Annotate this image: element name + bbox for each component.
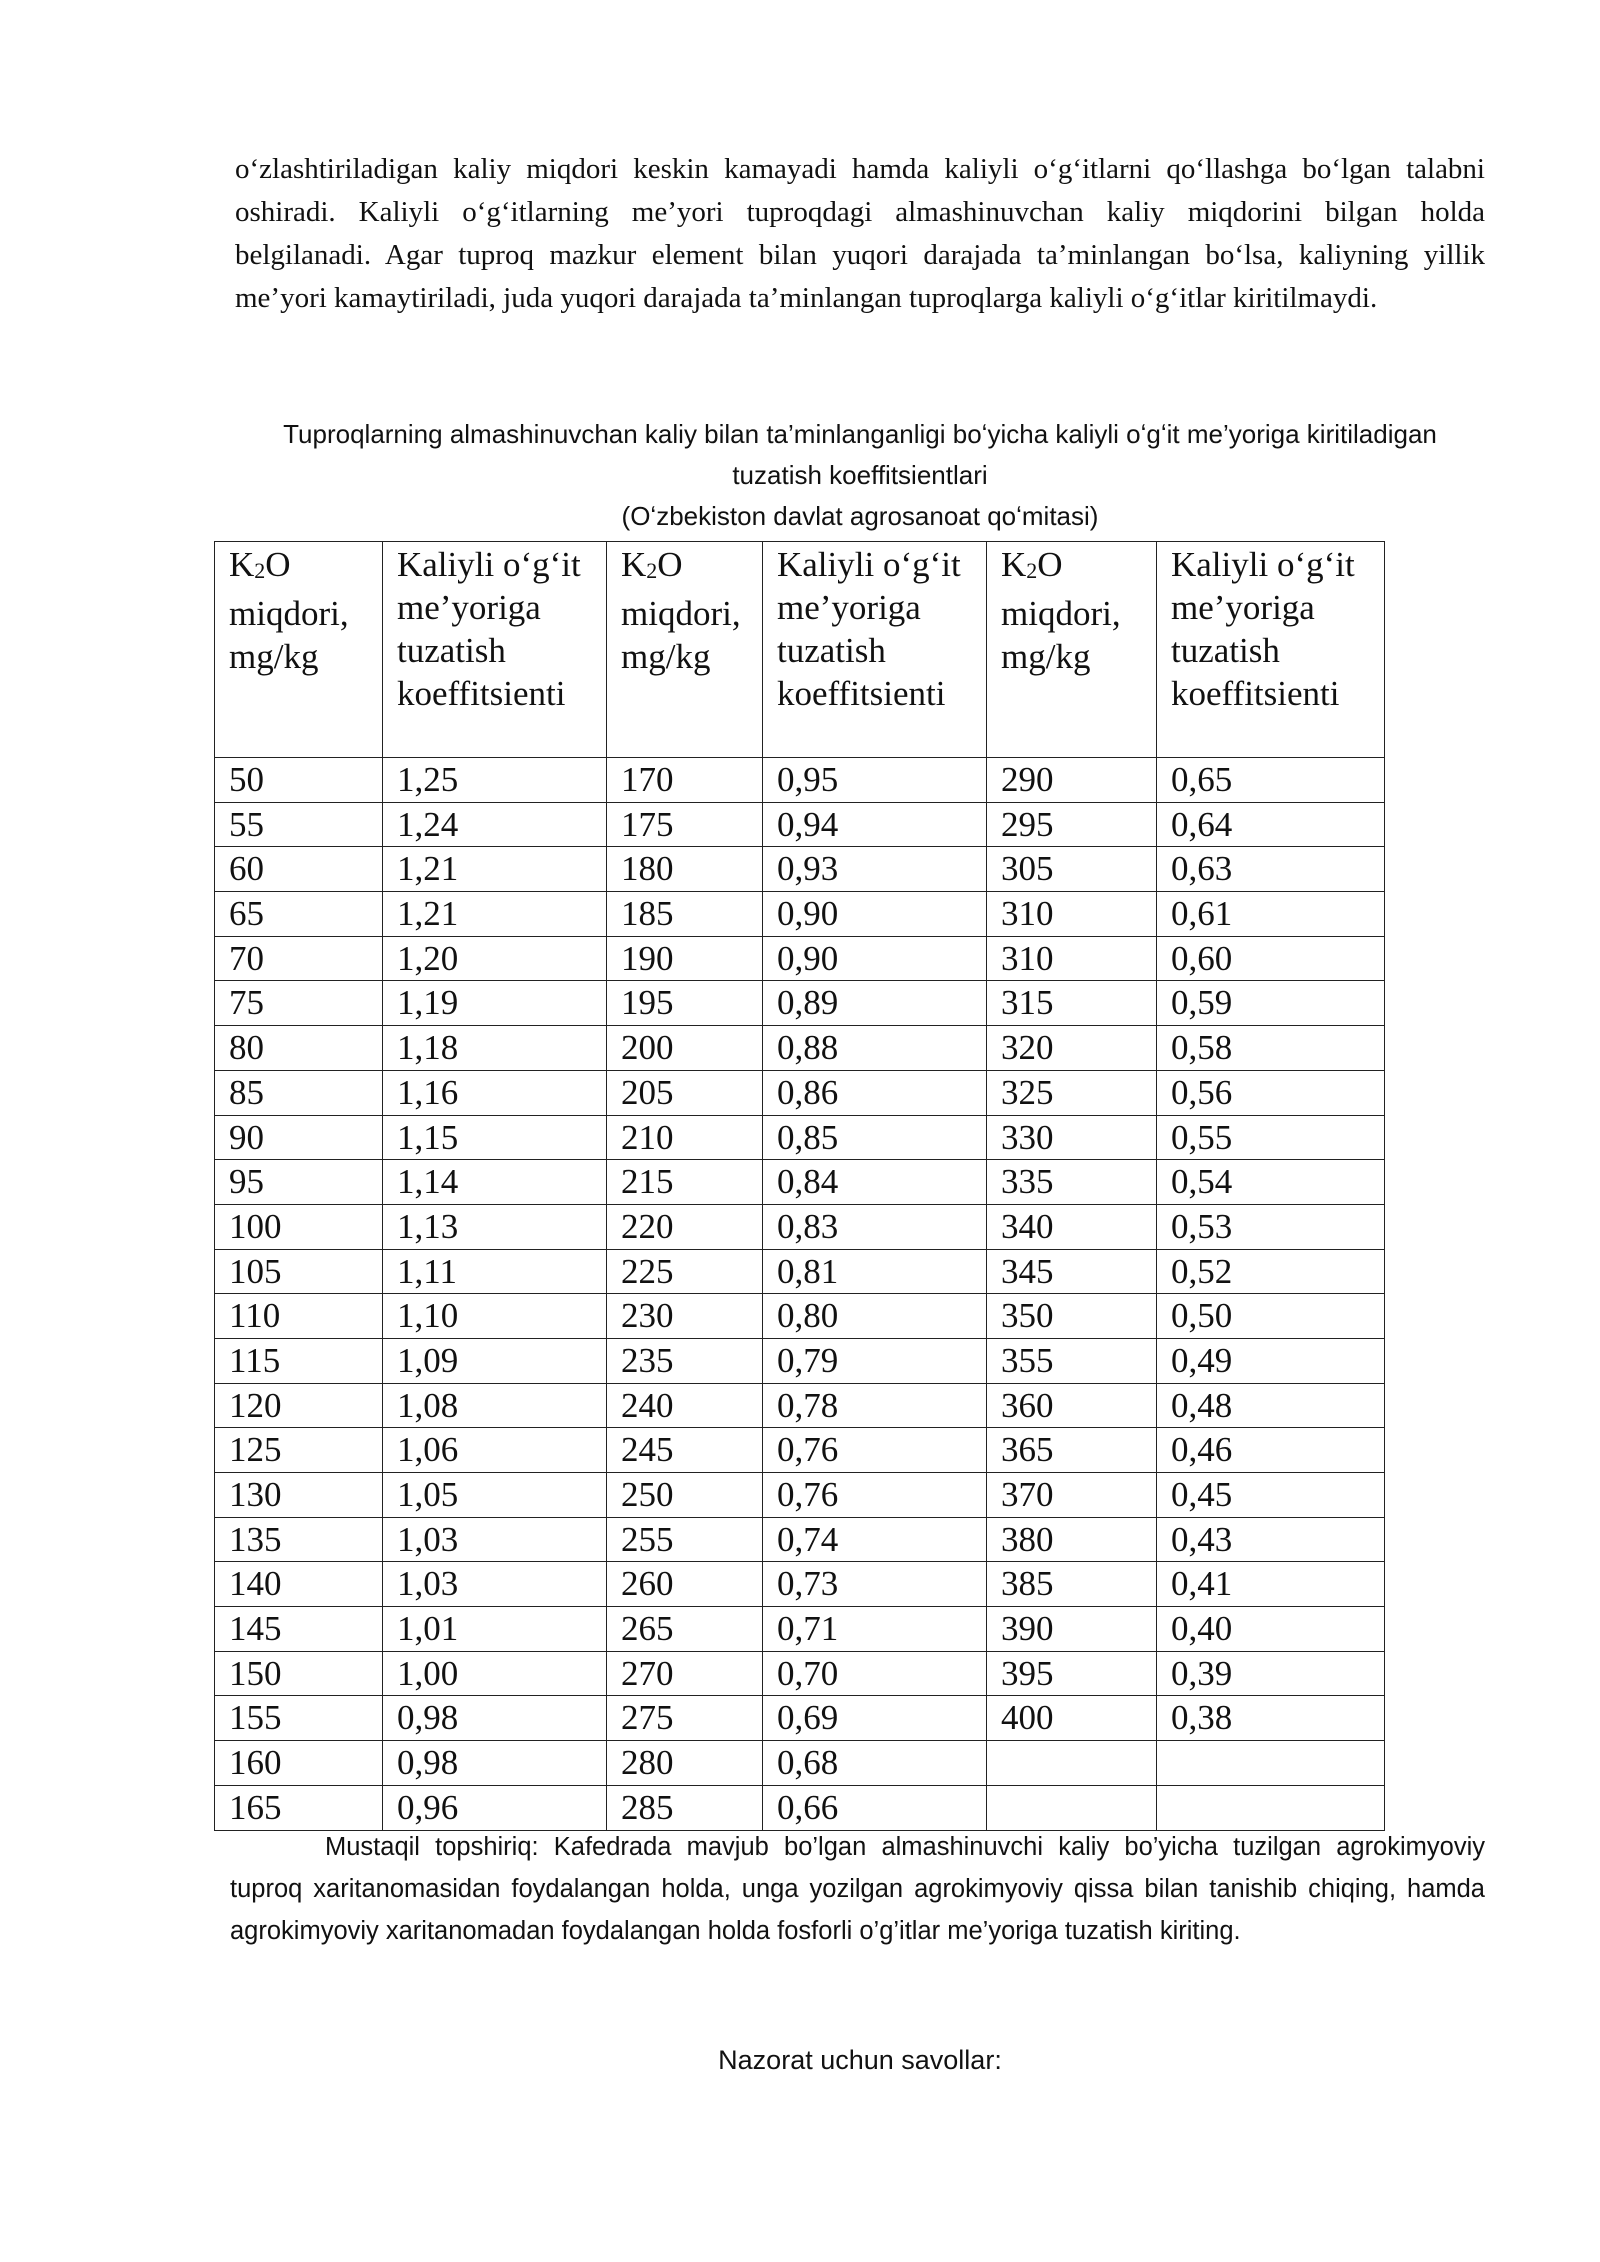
- table-cell: 0,94: [763, 802, 987, 847]
- table-row: [215, 981, 1385, 1026]
- table-cell: 265: [607, 1607, 763, 1652]
- table-cell: 0,90: [763, 936, 987, 981]
- table-row: [215, 1473, 1385, 1518]
- table-cell: [987, 1741, 1157, 1786]
- table-cell: 1,18: [383, 1026, 607, 1071]
- table-cell: 210: [607, 1115, 763, 1160]
- table-cell: 140: [215, 1562, 383, 1607]
- table-row: [215, 1115, 1385, 1160]
- table-row: [215, 1785, 1385, 1830]
- table-cell: 0,50: [1157, 1294, 1385, 1339]
- table-row: [215, 1160, 1385, 1205]
- table-cell: 345: [987, 1249, 1157, 1294]
- table-cell: 0,74: [763, 1517, 987, 1562]
- table-cell: 335: [987, 1160, 1157, 1205]
- table-cell: 180: [607, 847, 763, 892]
- table-row: [215, 1383, 1385, 1428]
- table-cell: 0,59: [1157, 981, 1385, 1026]
- table-cell: 0,56: [1157, 1070, 1385, 1115]
- table-row: [215, 936, 1385, 981]
- table-cell: 200: [607, 1026, 763, 1071]
- table-row: [215, 1249, 1385, 1294]
- table-cell: 0,48: [1157, 1383, 1385, 1428]
- header-k2o-amount-2: K2O miqdori, mg/kg: [607, 542, 763, 758]
- table-header-row: [215, 542, 1385, 758]
- table-row: [215, 758, 1385, 803]
- table-cell: 65: [215, 892, 383, 937]
- table-row: [215, 1651, 1385, 1696]
- table-cell: 1,06: [383, 1428, 607, 1473]
- table-cell: 0,41: [1157, 1562, 1385, 1607]
- table-row: [215, 1607, 1385, 1652]
- table-cell: 0,83: [763, 1204, 987, 1249]
- table-cell: 1,01: [383, 1607, 607, 1652]
- table-cell: 95: [215, 1160, 383, 1205]
- table-row: [215, 1741, 1385, 1786]
- table-row: [215, 847, 1385, 892]
- table-cell: 205: [607, 1070, 763, 1115]
- table-cell: 1,05: [383, 1473, 607, 1518]
- table-cell: 1,20: [383, 936, 607, 981]
- table-row: [215, 802, 1385, 847]
- table-cell: 115: [215, 1338, 383, 1383]
- table-cell: 170: [607, 758, 763, 803]
- table-cell: 290: [987, 758, 1157, 803]
- table-cell: [1157, 1785, 1385, 1830]
- header-coefficient-3: Kaliyli oʻgʻit me’yoriga tuzatish koeffitsienti: [1157, 542, 1385, 758]
- table-cell: 360: [987, 1383, 1157, 1428]
- table-cell: 185: [607, 892, 763, 937]
- table-cell: 395: [987, 1651, 1157, 1696]
- table-cell: 100: [215, 1204, 383, 1249]
- table-cell: 150: [215, 1651, 383, 1696]
- table-row: [215, 1026, 1385, 1071]
- table-cell: 0,69: [763, 1696, 987, 1741]
- table-cell: 0,40: [1157, 1607, 1385, 1652]
- table-cell: 0,76: [763, 1473, 987, 1518]
- table-row: [215, 1338, 1385, 1383]
- table-cell: 130: [215, 1473, 383, 1518]
- table-cell: 120: [215, 1383, 383, 1428]
- table-cell: 400: [987, 1696, 1157, 1741]
- table-cell: 280: [607, 1741, 763, 1786]
- table-cell: 250: [607, 1473, 763, 1518]
- table-cell: 1,13: [383, 1204, 607, 1249]
- table-cell: 0,89: [763, 981, 987, 1026]
- table-cell: 0,45: [1157, 1473, 1385, 1518]
- table-row: [215, 1294, 1385, 1339]
- table-cell: 0,85: [763, 1115, 987, 1160]
- table-cell: 0,46: [1157, 1428, 1385, 1473]
- header-k2o-amount-3: K2O miqdori, mg/kg: [987, 542, 1157, 758]
- header-k2o-amount-1: K2O miqdori, mg/kg: [215, 542, 383, 758]
- table-row: [215, 1517, 1385, 1562]
- table-cell: 365: [987, 1428, 1157, 1473]
- table-caption-line-1: Tuproqlarning almashinuvchan kaliy bilan ta’minlanganligi boʻyicha kaliyli oʻgʻit me’yoriga kiritiladigan: [283, 419, 1437, 449]
- table-cell: 0,86: [763, 1070, 987, 1115]
- table-cell: 0,66: [763, 1785, 987, 1830]
- table-cell: 0,38: [1157, 1696, 1385, 1741]
- table-cell: 230: [607, 1294, 763, 1339]
- table-cell: 1,21: [383, 847, 607, 892]
- table-cell: 0,64: [1157, 802, 1385, 847]
- table-cell: 390: [987, 1607, 1157, 1652]
- table-cell: 190: [607, 936, 763, 981]
- table-cell: 0,55: [1157, 1115, 1385, 1160]
- table-cell: 0,39: [1157, 1651, 1385, 1696]
- table-cell: 1,21: [383, 892, 607, 937]
- table-cell: 1,16: [383, 1070, 607, 1115]
- table-cell: 155: [215, 1696, 383, 1741]
- table-cell: 0,65: [1157, 758, 1385, 803]
- table-cell: 195: [607, 981, 763, 1026]
- table-cell: [987, 1785, 1157, 1830]
- table-cell: 310: [987, 936, 1157, 981]
- table-cell: 0,73: [763, 1562, 987, 1607]
- table-cell: 0,93: [763, 847, 987, 892]
- table-cell: 105: [215, 1249, 383, 1294]
- table-cell: 0,58: [1157, 1026, 1385, 1071]
- table-cell: 385: [987, 1562, 1157, 1607]
- table-cell: 165: [215, 1785, 383, 1830]
- table-cell: 275: [607, 1696, 763, 1741]
- table-cell: 0,70: [763, 1651, 987, 1696]
- table-cell: 1,03: [383, 1562, 607, 1607]
- table-cell: 0,68: [763, 1741, 987, 1786]
- table-cell: 1,24: [383, 802, 607, 847]
- table-cell: 255: [607, 1517, 763, 1562]
- table-cell: 0,84: [763, 1160, 987, 1205]
- table-cell: 225: [607, 1249, 763, 1294]
- table-cell: 340: [987, 1204, 1157, 1249]
- table-cell: 325: [987, 1070, 1157, 1115]
- table-cell: 0,96: [383, 1785, 607, 1830]
- table-cell: 85: [215, 1070, 383, 1115]
- header-coefficient-1: Kaliyli oʻgʻit me’yoriga tuzatish koeffitsienti: [383, 542, 607, 758]
- table-cell: 1,03: [383, 1517, 607, 1562]
- correction-coefficient-table: [214, 541, 1385, 1831]
- independent-task-paragraph: [230, 1826, 1485, 1952]
- table-cell: 0,95: [763, 758, 987, 803]
- header-coefficient-2: Kaliyli oʻgʻit me’yoriga tuzatish koeffitsienti: [763, 542, 987, 758]
- table-cell: 235: [607, 1338, 763, 1383]
- table-cell: 160: [215, 1741, 383, 1786]
- table-cell: 350: [987, 1294, 1157, 1339]
- table-cell: 90: [215, 1115, 383, 1160]
- table-cell: 1,25: [383, 758, 607, 803]
- table-cell: 1,09: [383, 1338, 607, 1383]
- table-cell: 0,63: [1157, 847, 1385, 892]
- table-cell: 70: [215, 936, 383, 981]
- table-cell: 125: [215, 1428, 383, 1473]
- table-cell: 50: [215, 758, 383, 803]
- table-cell: [1157, 1741, 1385, 1786]
- table-cell: 75: [215, 981, 383, 1026]
- table-cell: 55: [215, 802, 383, 847]
- table-row: [215, 892, 1385, 937]
- table-cell: 1,10: [383, 1294, 607, 1339]
- table-cell: 0,90: [763, 892, 987, 937]
- table-cell: 245: [607, 1428, 763, 1473]
- table-caption-source: (Oʻzbekiston davlat agrosanoat qoʻmitasi): [621, 501, 1099, 531]
- table-cell: 0,49: [1157, 1338, 1385, 1383]
- table-cell: 0,76: [763, 1428, 987, 1473]
- table-cell: 310: [987, 892, 1157, 937]
- table-cell: 80: [215, 1026, 383, 1071]
- table-cell: 320: [987, 1026, 1157, 1071]
- table-row: [215, 1204, 1385, 1249]
- table-cell: 1,14: [383, 1160, 607, 1205]
- table-row: [215, 1696, 1385, 1741]
- table-cell: 1,08: [383, 1383, 607, 1428]
- table-cell: 1,15: [383, 1115, 607, 1160]
- table-cell: 1,00: [383, 1651, 607, 1696]
- table-cell: 330: [987, 1115, 1157, 1160]
- table-cell: 0,80: [763, 1294, 987, 1339]
- table-body: [215, 758, 1385, 1831]
- table-cell: 0,88: [763, 1026, 987, 1071]
- table-cell: 240: [607, 1383, 763, 1428]
- table-cell: 315: [987, 981, 1157, 1026]
- table-cell: 380: [987, 1517, 1157, 1562]
- table-cell: 0,54: [1157, 1160, 1385, 1205]
- table-cell: 370: [987, 1473, 1157, 1518]
- table-cell: 0,61: [1157, 892, 1385, 937]
- table-cell: 220: [607, 1204, 763, 1249]
- table-cell: 285: [607, 1785, 763, 1830]
- table-cell: 135: [215, 1517, 383, 1562]
- table-row: [215, 1070, 1385, 1115]
- table-cell: 355: [987, 1338, 1157, 1383]
- table-cell: 0,79: [763, 1338, 987, 1383]
- table-cell: 215: [607, 1160, 763, 1205]
- control-questions-heading: Nazorat uchun savollar:: [718, 2045, 1002, 2075]
- table-cell: 110: [215, 1294, 383, 1339]
- table-cell: 0,98: [383, 1741, 607, 1786]
- intro-paragraph: oʻzlashtiriladigan kaliy miqdori keskin kamayadi hamda kaliyli oʻgʻitlarni qoʻllashga boʻlgan talabni oshiradi. Kaliyli oʻgʻitlarning me’yori tuproqdagi almashinuvchan kaliy miqdorini bilgan holda belgilanadi. Agar tuproq mazkur element bilan yuqori darajada ta’minlangan boʻlsa, kaliyning yillik me’yori kamaytiriladi, juda yuqori darajada ta’minlangan tuproqlarga kaliyli oʻgʻitlar kiritilmaydi.: [235, 153, 1485, 314]
- table-caption-line-2: tuzatish koeffitsientlari: [732, 460, 988, 490]
- table-cell: 0,43: [1157, 1517, 1385, 1562]
- table-row: [215, 1562, 1385, 1607]
- table-cell: 0,71: [763, 1607, 987, 1652]
- table-cell: 0,60: [1157, 936, 1385, 981]
- table-cell: 305: [987, 847, 1157, 892]
- table-cell: 1,19: [383, 981, 607, 1026]
- table-cell: 145: [215, 1607, 383, 1652]
- table-cell: 260: [607, 1562, 763, 1607]
- table-cell: 0,53: [1157, 1204, 1385, 1249]
- table-cell: 1,11: [383, 1249, 607, 1294]
- table-cell: 0,81: [763, 1249, 987, 1294]
- table-row: [215, 1428, 1385, 1473]
- table-cell: 60: [215, 847, 383, 892]
- table-cell: 0,98: [383, 1696, 607, 1741]
- table-cell: 0,52: [1157, 1249, 1385, 1294]
- independent-task-text: Mustaqil topshiriq: Kafedrada mavjub bo’lgan almashinuvchi kaliy bo’yicha tuzilgan agrokimyoviy tuproq xaritanomasidan foydalangan holda, unga yozilgan agrokimyoviy qissa bilan tanishib chiqing, hamda agrokimyoviy xaritanomadan foydalangan holda fosforli o’g’itlar me’yoriga tuzatish kiriting.: [230, 1833, 1485, 1945]
- table-cell: 270: [607, 1651, 763, 1696]
- table-cell: 295: [987, 802, 1157, 847]
- table-cell: 175: [607, 802, 763, 847]
- table-cell: 0,78: [763, 1383, 987, 1428]
